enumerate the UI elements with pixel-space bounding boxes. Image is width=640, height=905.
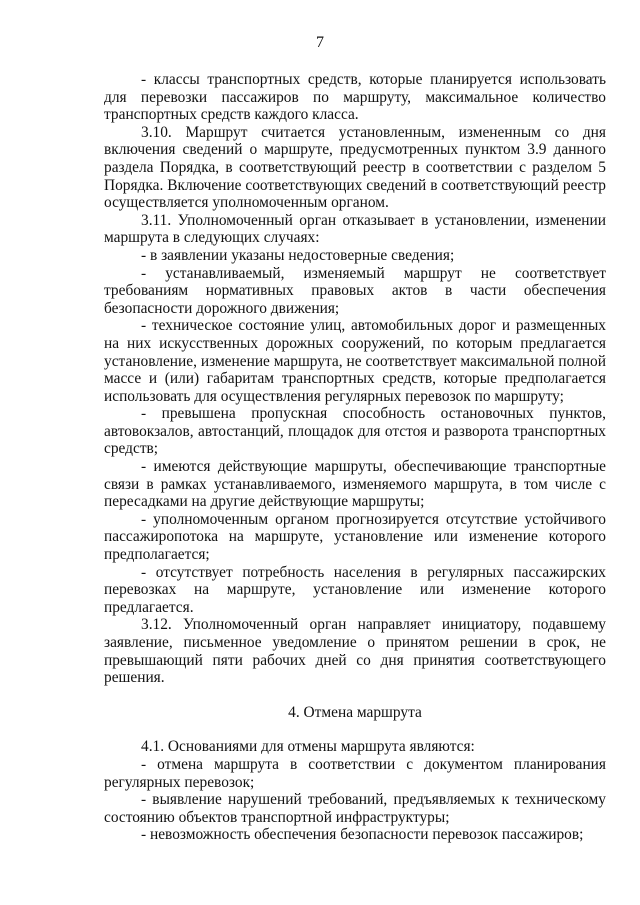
list-item-safety-impossible: - невозможность обеспечения безопасности перевозок пассажиров; [141,826,584,844]
paragraph-3-12: 3.12. Уполномоченный орган направляет инициатору, подавшему заявление, письменное уведомление о принятом решении в срок, не превышающий пяти рабочих дней со дня принятия соответствующего решения. [104,616,606,687]
list-item-road-condition: - техническое состояние улиц, автомобильных дорог и размещенных на них искусственных дорожных сооружений, по которым предлагается установление, изменение маршрута, не соответствует максимальной полной массе и (или) габаритам транспортных средств, которые предполагается использовать для осуществления регулярных перевозок по маршруту; [104,317,606,405]
list-item-safety-requirements: - устанавливаемый, изменяемый маршрут не соответствует требованиям нормативных правовых актов в части обеспечения безопасности дорожного движения; [104,264,606,317]
section-heading: 4. Отмена маршрута [288,703,422,721]
document-body [104,71,606,844]
list-item-capacity-exceeded: - превышена пропускная способность остановочных пунктов, автовокзалов, автостанций, площадок для отстоя и разворота транспортных средств; [104,405,606,458]
list-item-cancel-by-plan: - отмена маршрута в соответствии с документом планирования регулярных перевозок; [104,755,606,791]
list-item-infrastructure-violations: - выявление нарушений требований, предъявляемых к техническому состоянию объектов транспортной инфраструктуры; [104,791,606,826]
paragraph-3-10: 3.10. Маршрут считается установленным, измененным со дня включения сведений о маршруте, предусмотренных пунктом 3.9 данного раздела Порядка, в соответствующий реестр в соответствии с разделом 5 Порядка. Включение соответствующих сведений в соответствующий реестр осуществляется уполномоченным органом. [104,123,606,212]
page-number: 7 [316,34,324,51]
paragraph-3-11: 3.11. Уполномоченный орган отказывает в установлении, изменении маршрута в следующих случаях: [104,211,606,247]
list-item-no-demand: - отсутствует потребность населения в регулярных пассажирских перевозках на маршруте, установление или изменение которого предлагается. [104,563,606,616]
paragraph-4-1: 4.1. Основаниями для отмены маршрута являются: [141,738,475,756]
paragraph-vehicle-classes: - классы транспортных средств, которые планируется использовать для перевозки пассажиров по маршруту, максимальное количество транспортных средств каждого класса. [104,71,606,124]
list-item-no-passenger-flow: - уполномоченным органом прогнозируется отсутствие устойчивого пассажиропотока на маршруте, установление или изменение которого предполагается; [104,510,606,564]
list-item-existing-routes: - имеются действующие маршруты, обеспечивающие транспортные связи в рамках устанавливаемого, изменяемого маршрута, в том числе с пересадками на другие действующие маршруты; [104,458,606,511]
list-item-false-info: - в заявлении указаны недостоверные сведения; [141,246,455,264]
